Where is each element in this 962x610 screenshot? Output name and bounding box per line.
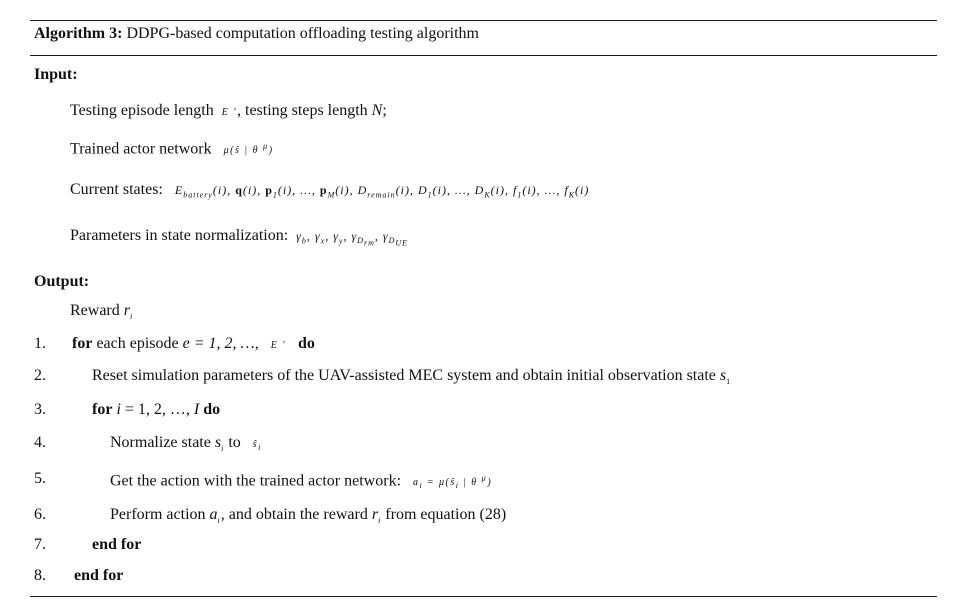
math-normalized-state: $ŝ_i$ — [244, 439, 262, 452]
algorithm-title: DDPG-based computation offloading testing algorithm — [126, 25, 479, 42]
algorithm-title-line — [34, 24, 479, 44]
math-action-equation: $a_i$ = $\mu(ŝ_i$ | θ $^\mu$) — [405, 474, 493, 491]
input-line-normalization: Parameters in state normalization: $\gamma_b$, $\gamma_x$, $\gamma_y$, $\gamma_{D_{rm}}$, $\gamma_{D_{UE}}$ — [70, 227, 409, 248]
input-heading: Input: — [34, 66, 78, 83]
math-episode-length: E ' — [217, 107, 237, 118]
bottom-rule — [30, 596, 937, 597]
math-actor-network: μ(ŝ | θ $^\mu$) — [215, 142, 274, 157]
top-rule — [30, 20, 937, 21]
header-rule — [30, 55, 937, 56]
math-episode-length-step: E ' — [262, 340, 294, 351]
math-current-states: $E_{battery}(i)$, q(i), $p_1(i)$, …, $p_M(i)$, $D_{remain}(i)$, $D_1(i)$, …, $D_K(i)$, $f_1(i)$, …, $f_K(i)$ — [166, 183, 590, 200]
input-line-episode: Testing episode length E ', testing steps length N; — [70, 102, 387, 119]
output-line-reward: Reward $r_i$ — [70, 302, 134, 322]
output-heading: Output: — [34, 273, 90, 290]
input-line-states: Current states: $E_{battery}(i)$, q(i), $p_1(i)$, …, $p_M(i)$, $D_{remain}(i)$, $D_1(i)$, …, $D_K(i)$, $f_1(i)$, …, $f_K(i)$ — [70, 181, 590, 200]
math-normalization-params: $\gamma_b$, $\gamma_x$, $\gamma_y$, $\gamma_{D_{rm}}$, $\gamma_{D_{UE}}$ — [292, 229, 409, 248]
input-line-actor: Trained actor network μ(ŝ | θ $^\mu$) — [70, 140, 274, 158]
algorithm-label: Algorithm 3: — [34, 25, 123, 42]
